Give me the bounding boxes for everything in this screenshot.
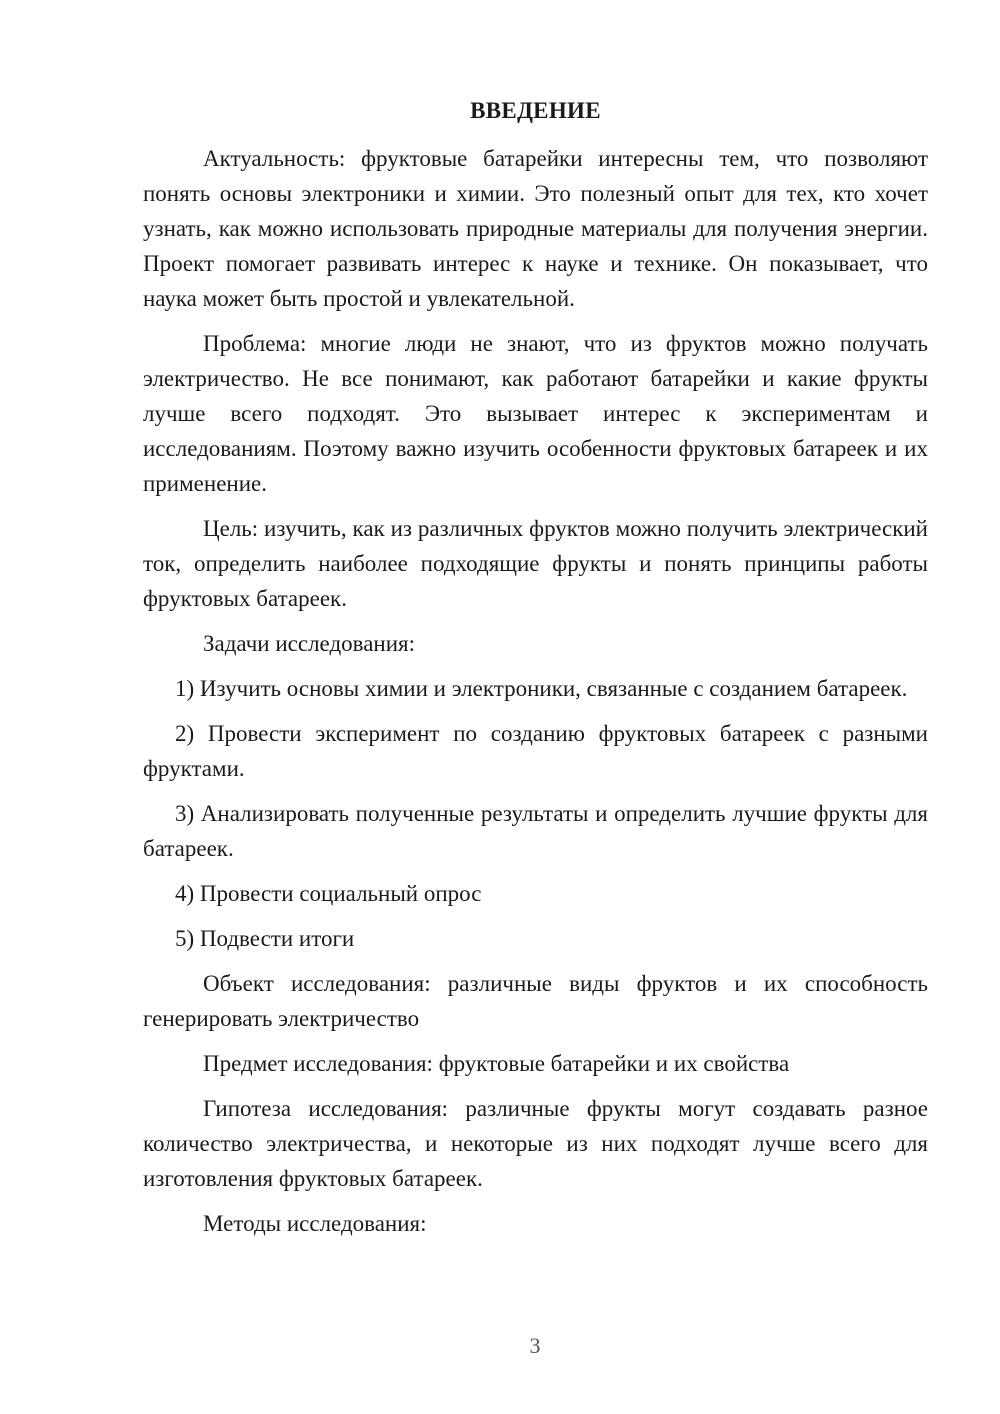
task-item-1: 1) Изучить основы химии и электроники, связанные с созданием батареек.: [175, 676, 908, 701]
section-title: ВВЕДЕНИЕ: [470, 98, 601, 123]
page-number: 3: [529, 1333, 541, 1358]
task-item-2: 2) Провести эксперимент по созданию фруктовых батареек с разными фруктами.: [143, 721, 928, 781]
task-item-5: 5) Подвести итоги: [175, 926, 355, 951]
paragraph-subject: Предмет исследования: фруктовые батарейки и их свойства: [203, 1051, 790, 1076]
methods-heading: Методы исследования:: [203, 1211, 427, 1236]
paragraph-goal: Цель: изучить, как из различных фруктов можно получить электрический ток, определить наиболее подходящие фрукты и понять принципы работы фруктовых батареек.: [143, 516, 928, 611]
tasks-heading: Задачи исследования:: [203, 631, 416, 656]
task-item-4: 4) Провести социальный опрос: [175, 881, 482, 906]
paragraph-object: Объект исследования: различные виды фруктов и их способность генерировать электричество: [143, 971, 928, 1031]
page-content: [143, 96, 928, 1251]
paragraph-problem: Проблема: многие люди не знают, что из фруктов можно получать электричество. Не все понимают, как работают батарейки и какие фрукты лучше всего подходят. Это вызывает интерес к экспериментам и исследованиям. Поэтому важно изучить особенности фруктовых батареек и их применение.: [143, 331, 928, 496]
paragraph-relevance: Актуальность: фруктовые батарейки интересны тем, что позволяют понять основы электроники и химии. Это полезный опыт для тех, кто хочет узнать, как можно использовать природные материалы для получения энергии. Проект помогает развивать интерес к науке и технике. Он показывает, что наука может быть простой и увлекательной.: [143, 146, 928, 311]
task-item-3: 3) Анализировать полученные результаты и определить лучшие фрукты для батареек.: [143, 801, 928, 861]
paragraph-hypothesis: Гипотеза исследования: различные фрукты могут создавать разное количество электричества, и некоторые из них подходят лучше всего для изготовления фруктовых батареек.: [143, 1096, 928, 1191]
